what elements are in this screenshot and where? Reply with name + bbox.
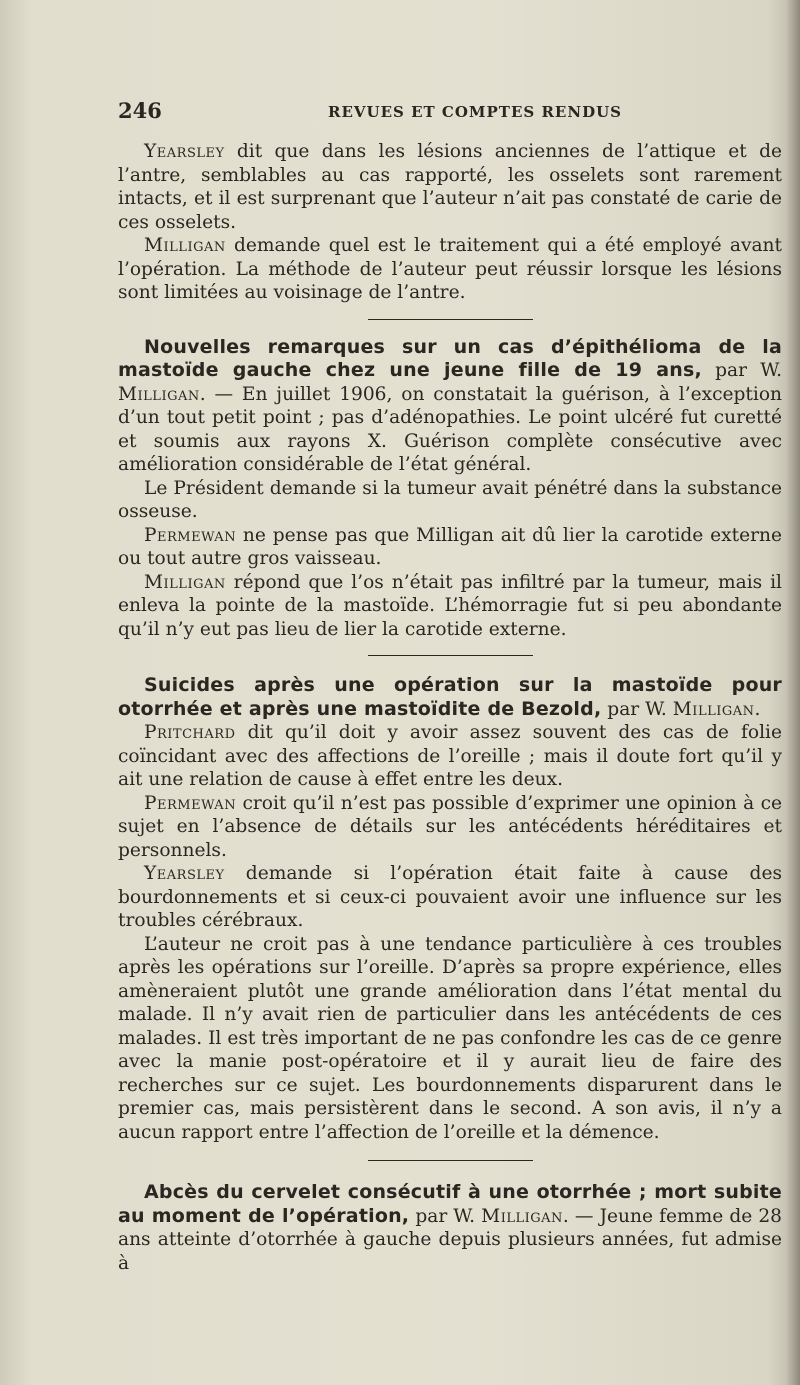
section-heading-paragraph <box>118 336 782 477</box>
paragraph <box>118 477 782 524</box>
paragraph <box>118 933 782 1145</box>
paragraph-text: demande quel est le traitement qui a été employé avant l’opération. La méthode de l’auteur peut réussir lorsque les lésions sont limitées au voisinage de l’antre. <box>118 235 782 303</box>
page-binding-shadow <box>786 0 800 1385</box>
paragraph-text: demande si l’opération était faite à cause des bourdonnements et si ceux-ci pouvaient avoir une influence sur les troubles cérébraux. <box>118 863 782 931</box>
section-title: Abcès du cervelet consécutif à une otorrhée ; mort subite au moment de l’opération, <box>118 1181 782 1227</box>
byline: par W. <box>409 1205 482 1227</box>
paragraph <box>118 862 782 933</box>
byline: par W. <box>701 360 782 381</box>
paragraph <box>118 721 782 792</box>
section-title: Suicides après une opération sur la mastoïde pour otorrhée et après une mastoïdite de Bezold, <box>118 674 782 720</box>
paragraph <box>118 792 782 863</box>
paragraph-text: . <box>754 698 761 720</box>
running-head: REVUES ET COMPTES RENDUS <box>328 103 622 121</box>
section-divider <box>368 1160 533 1161</box>
paragraph-text: . — En juillet 1906, on constatait la guérison, à l’exception d’un tout petit point ; pas d’adénopathies. Le point ulcéré fut curetté et soumis aux rayons X. Guérison complète consécutive avec amélioration considérable de l’état général. <box>118 383 782 475</box>
author-name: Permewan <box>144 524 237 546</box>
paragraph <box>118 524 782 571</box>
page-number: 246 <box>118 98 162 123</box>
paragraph-text: . — Jeune femme de 28 ans atteinte d’otorrhée à gauche depuis plusieurs années, fut admise à <box>118 1205 783 1274</box>
author-name: Yearsley <box>144 863 225 884</box>
paragraph-text: dit qu’il doit y avoir assez souvent des cas de folie coïncidant avec des affections de l’oreille ; mais il doute fort qu’il y ait une relation de cause à effet entre les deux. <box>118 722 782 790</box>
paragraph-text: Le Président demande si la tumeur avait pénétré dans la substance osseuse. <box>118 477 782 522</box>
section-divider <box>368 655 533 656</box>
paragraph-text: L’auteur ne croit pas à une tendance particulière à ces troubles après les opérations sur l’oreille. D’après sa propre expérience, elles amèneraient plutôt une grande amélioration dans l’état mental du malade. Il n’y avait rien de particulier dans les antécédents de ces malades. Il est très important de ne pas confondre les cas de ce genre avec la manie post-opératoire et il y aurait lieu de faire des recherches sur ce sujet. Les bourdonnements disparurent dans le premier cas, mais persistèrent dans le second. A son avis, il n’y a aucun rapport entre l’affection de l’oreille et la démence. <box>118 933 782 1143</box>
paragraph <box>118 571 782 642</box>
section-divider <box>368 319 533 320</box>
author-name: Yearsley <box>144 141 225 162</box>
author-name: Milligan <box>118 383 200 405</box>
author-name: Permewan <box>144 792 237 814</box>
author-name: Milligan <box>144 571 226 593</box>
section-title: Nouvelles remarques sur un cas d’épithélioma de la mastoïde gauche chez une jeune fille de 19 ans, <box>118 335 782 381</box>
paragraph <box>118 140 782 234</box>
section-heading-paragraph <box>118 1181 782 1275</box>
paragraph <box>118 234 782 305</box>
paragraph-text: croit qu’il n’est pas possible d’exprimer une opinion à ce sujet en l’absence de détails sur les antécédents héréditaires et personnels. <box>118 792 782 861</box>
author-name: Milligan <box>144 235 226 256</box>
page-header <box>118 98 778 128</box>
author-name: Milligan <box>672 698 755 720</box>
section-heading-paragraph <box>118 674 782 721</box>
paragraph-text: dit que dans les lésions anciennes de l’attique et de l’antre, semblables au cas rapporté, les osselets sont rarement intacts, et il est surprenant que l’auteur n’ait pas constaté de carie de ces osselets. <box>118 141 782 233</box>
page-body <box>118 140 782 1275</box>
paragraph-text: répond que l’os n’était pas infiltré par la tumeur, mais il enleva la pointe de la mastoïde. L’hémorragie fut si peu abondante qu’il n’y eut pas lieu de lier la carotide externe. <box>118 571 782 640</box>
author-name: Pritchard <box>144 722 236 743</box>
byline: par W. <box>601 698 673 720</box>
paragraph-text: ne pense pas que Milligan ait dû lier la carotide externe ou tout autre gros vaisseau. <box>118 524 782 569</box>
author-name: Milligan <box>481 1205 563 1227</box>
